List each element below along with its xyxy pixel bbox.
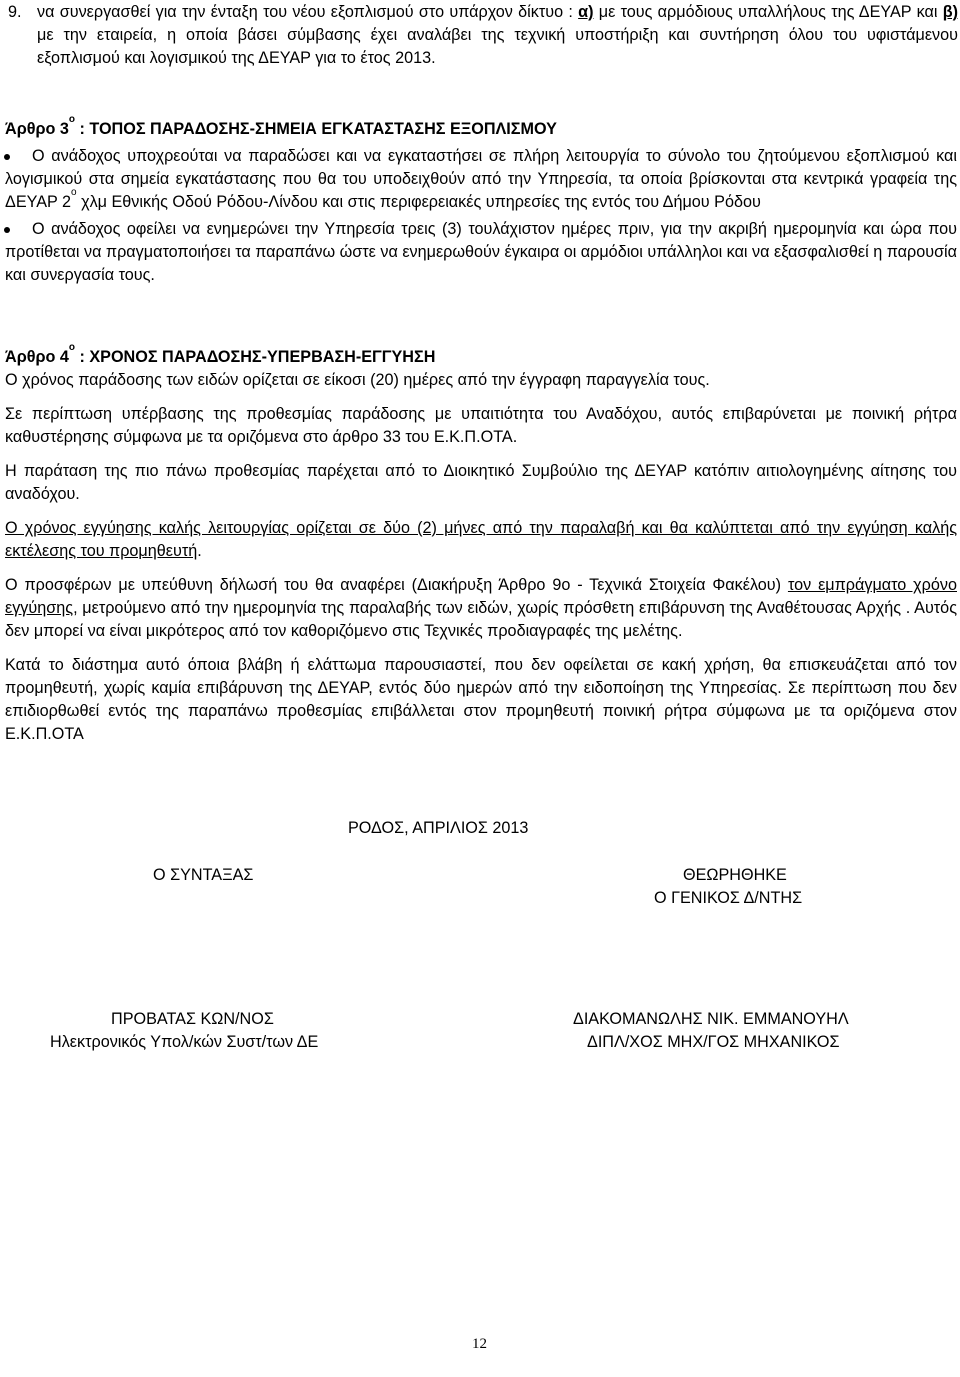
article-4: [5, 341, 957, 746]
paragraph: Σε περίπτωση υπέρβασης της προθεσμίας παράδοσης με υπαιτιότητα του Αναδόχου, αυτός επιβαρύνεται με ποινική ρήτρα καθυστέρησης σύμφωνα με τα οριζόμενα στο άρθρο 33 του Ε.Κ.Π.ΟΤΑ.: [5, 405, 957, 446]
paragraph: Κατά το διάστημα αυτό όποια βλάβη ή ελάττωμα παρουσιαστεί, που δεν οφείλεται σε κακή χρήση, θα επισκευάζεται από τον προμηθευτή, χωρίς καμία επιβάρυνση της ΔΕΥΑΡ, εντός δύο ημερών από την ειδοποίηση της Υπηρεσίας. Σε περίπτωση που δεν επιδιορθωθεί εντός της παραπάνω προθεσμίας επιβάλλεται στον προμηθευτή ποινική ρήτρα σύμφωνα με τα οριζόμενα στον Ε.Κ.Π.ΟΤΑ: [5, 656, 957, 743]
paragraph: Ο χρόνος εγγύησης καλής λειτουργίας ορίζεται σε δύο (2) μήνες από την παραλαβή και θα καλύπτεται από την εγγύηση καλής εκτέλεσης του προμηθευτή.: [5, 519, 957, 560]
paragraph: Ο προσφέρων με υπεύθυνη δήλωσή του θα αναφέρει (Διακήρυξη Άρθρο 9ο - Τεχνικά Στοιχεία Φακέλου) τον εμπράγματο χρόνο εγγύησης, μετρούμενο από την ημερομηνία της παραλαβής των ειδών, χωρίς πρόσθετη επιβάρυνση της Αναθέτουσας Αρχής . Αυτός δεν μπορεί να είναι μικρότερος από τον καθοριζόμενο στις Τεχνικές προδιαγραφές της μελέτης.: [5, 576, 957, 640]
article-3-bullets: [5, 145, 957, 287]
article-3: [5, 113, 957, 141]
label-b: β): [942, 3, 958, 21]
label-a: α): [578, 3, 594, 21]
list-item-9: [8, 1, 958, 70]
item-number: 9.: [8, 3, 22, 21]
item-9-text: να συνεργασθεί για την ένταξη του νέου εξοπλισμού στο υπάρχον δίκτυο : α) με τους αρμόδιους υπαλλήλους της ΔΕΥΑΡ και β) με την εταιρεία, η οποία βάσει σύμβασης έχει αναλάβει της τεχνική υποστήριξη και συντήρηση όλου του υφιστάμενου εξοπλισμού και λογισμικού της ΔΕΥΑΡ για το έτος 2013.: [37, 3, 958, 67]
bullet-item: Ο ανάδοχος υποχρεούται να παραδώσει και να εγκαταστήσει σε πλήρη λειτουργία το σύνολο του ζητούμενου εξοπλισμού και λογισμικού στα σημεία εγκατάστασης που θα του υποδειχθούν από την Υπηρεσία, τα οποία βρίσκονται στα κεντρικά γραφεία της ΔΕΥΑΡ $2^o$ χλμ Εθνικής Οδού Ρόδου-Λίνδου και στις περιφερειακές υπηρεσίες της εντός του Δήμου Ρόδου: [5, 147, 957, 211]
director-title: Ο ΓΕΝΙΚΟΣ Δ/ΝΤΗΣ: [654, 889, 803, 907]
bullet-item: Ο ανάδοχος οφείλει να ενημερώνει την Υπηρεσία τρεις (3) τουλάχιστον ημέρες πριν, για την ακριβή ημερομηνία και ώρα που προτίθεται να πραγματοποιήσει τα παραπάνω ώστε να ενημερωθούν έγκαιρα οι αρμόδιοι υπάλληλοι και να εξασφαλισθεί η παρουσία και συνεργασία τους.: [5, 220, 958, 284]
bullet-dot-icon: [4, 154, 10, 160]
paragraph: Ο χρόνος παράδοσης των ειδών ορίζεται σε είκοσι (20) ημέρες από την έγγραφη παραγγελία τους.: [5, 371, 710, 389]
place-date: ΡΟΔΟΣ, ΑΠΡΙΛΙΟΣ 2013: [348, 819, 529, 837]
approved-title: ΘΕΩΡΗΘΗΚΕ: [683, 866, 787, 884]
paragraph: Η παράταση της πιο πάνω προθεσμίας παρέχεται από το Διοικητικό Συμβούλιο της ΔΕΥΑΡ κατόπιν αιτιολογημένης αίτησης του αναδόχου.: [5, 462, 957, 503]
article-4-heading: Άρθρο $4^o$ : ΧΡΟΝΟΣ ΠΑΡΑΔΟΣΗΣ-ΥΠΕΡΒΑΣΗ-ΕΓΓΥΗΣΗ: [5, 341, 436, 366]
author-name: ΠΡΟΒΑΤΑΣ ΚΩΝ/ΝΟΣ: [111, 1010, 274, 1028]
page-number: 12: [472, 1336, 487, 1352]
author-role: Ηλεκτρονικός Υπολ/κών Συστ/των ΔΕ: [50, 1033, 319, 1051]
article-3-heading: Άρθρο $3^o$ : ΤΟΠΟΣ ΠΑΡΑΔΟΣΗΣ-ΣΗΜΕΙΑ ΕΓΚΑΤΑΣΤΑΣΗΣ ΕΞΟΠΛΙΣΜΟΥ: [5, 113, 557, 138]
director-name: ΔΙΑΚΟΜΑΝΩΛΗΣ ΝΙΚ. ΕΜΜΑΝΟΥΗΛ: [573, 1010, 849, 1028]
bullet-dot-icon: [4, 227, 10, 233]
director-role: ΔΙΠΛ/ΧΟΣ ΜΗΧ/ΓΟΣ ΜΗΧΑΝΙΚΟΣ: [587, 1033, 840, 1051]
author-title: Ο ΣΥΝΤΑΞΑΣ: [153, 866, 254, 884]
